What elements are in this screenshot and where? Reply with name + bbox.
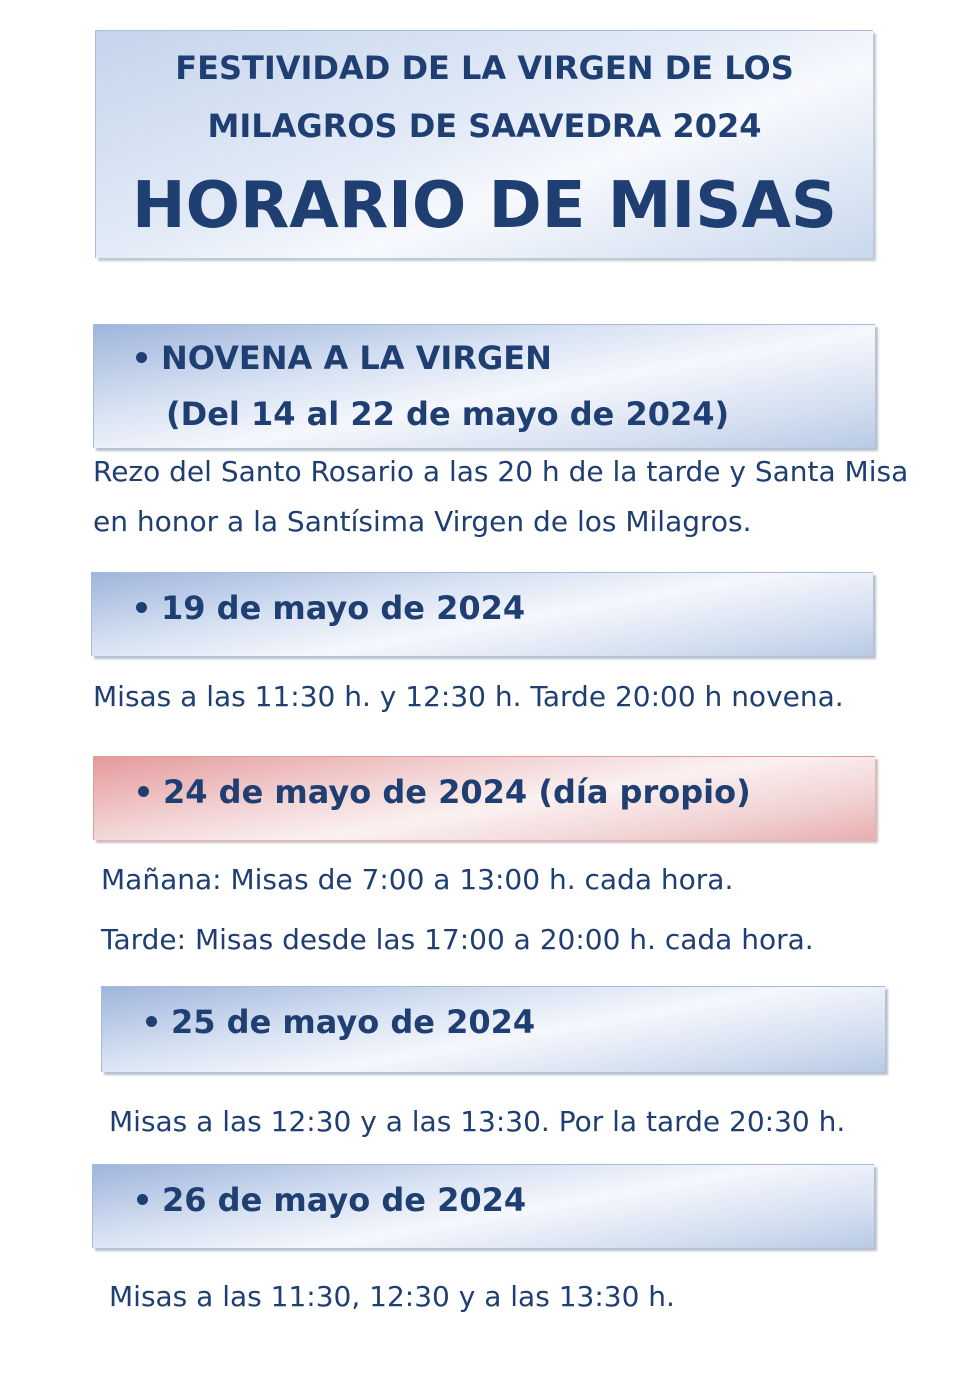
- header-banner: [95, 30, 873, 258]
- section-may19-band: [91, 572, 873, 656]
- section-text: Mañana: Misas de 7:00 a 13:00 h. cada hora.: [101, 863, 734, 896]
- section-may25-band: [101, 986, 885, 1072]
- bullet-icon: [138, 786, 149, 797]
- section-text: Tarde: Misas desde las 17:00 a 20:00 h. cada hora.: [101, 923, 814, 956]
- bullet-icon: [136, 352, 147, 363]
- section-novena-band: [93, 324, 875, 448]
- section-heading: 25 de mayo de 2024: [171, 1003, 536, 1041]
- bullet-icon: [146, 1016, 157, 1027]
- page-title: HORARIO DE MISAS: [132, 169, 837, 243]
- bullet-icon: [137, 1194, 148, 1205]
- header-line-1: FESTIVIDAD DE LA VIRGEN DE LOS: [175, 49, 794, 87]
- section-text: Misas a las 11:30, 12:30 y a las 13:30 h.: [109, 1280, 675, 1313]
- section-may24-band: [93, 756, 875, 840]
- section-text: Misas a las 11:30 h. y 12:30 h. Tarde 20:00 h novena.: [93, 680, 844, 713]
- section-text: Rezo del Santo Rosario a las 20 h de la tarde y Santa Misa: [93, 455, 909, 488]
- section-text: en honor a la Santísima Virgen de los Milagros.: [93, 505, 752, 538]
- section-heading: 26 de mayo de 2024: [162, 1181, 527, 1219]
- section-subheading: (Del 14 al 22 de mayo de 2024): [166, 395, 730, 433]
- section-heading: 19 de mayo de 2024: [161, 589, 526, 627]
- section-text: Misas a las 12:30 y a las 13:30. Por la tarde 20:30 h.: [109, 1105, 846, 1138]
- bullet-icon: [136, 602, 147, 613]
- header-line-2: MILAGROS DE SAAVEDRA 2024: [207, 107, 762, 145]
- section-may26-band: [92, 1164, 874, 1248]
- section-heading: NOVENA A LA VIRGEN: [161, 339, 552, 377]
- section-heading: 24 de mayo de 2024 (día propio): [163, 773, 751, 811]
